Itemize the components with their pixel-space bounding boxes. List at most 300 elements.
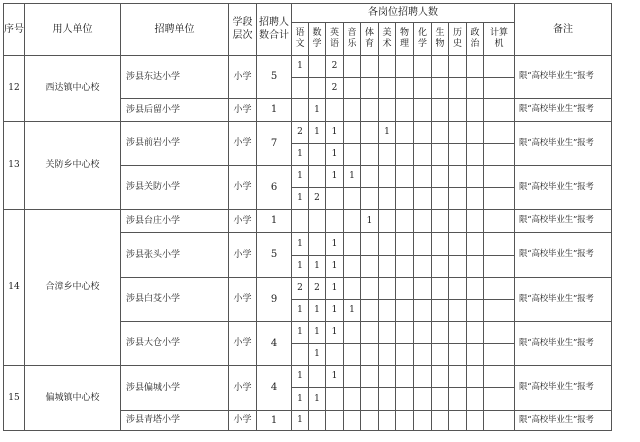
row-count-cell: 1 [326,166,344,188]
row-count-cell [484,322,515,344]
row-count-cell [467,411,484,431]
row-total: 1 [257,411,292,431]
row-count-cell [432,411,449,431]
row-count-cell [484,411,515,431]
row-note: 限“高校毕业生”报考 [515,322,612,366]
row-count-cell [379,78,396,99]
row-count-cell [344,344,361,366]
row-count-cell [414,188,432,210]
row-count-cell: 1 [309,300,326,322]
row-count-cell [484,99,515,122]
row-total: 1 [257,99,292,122]
header-subject-part: 生 [435,27,445,38]
table-row [4,122,612,144]
row-count-cell [361,344,379,366]
row-count-cell [449,322,467,344]
row-count-cell [379,411,396,431]
row-count-cell [326,388,344,411]
row-count-cell [326,99,344,122]
row-count-cell [361,56,379,78]
row-count-cell [396,366,414,388]
header-subject-part: 术 [382,39,392,49]
recruitment-table [3,3,612,431]
row-count-cell [309,210,326,233]
header-total-line2: 数合计 [259,29,289,41]
row-level: 小学 [229,210,257,233]
row-total: 7 [257,122,292,166]
row-count-cell [467,300,484,322]
row-count-cell [414,366,432,388]
row-count-cell [396,166,414,188]
header-subject-part: 化 [417,27,427,38]
row-count-cell [449,144,467,166]
header-total [257,4,292,56]
row-count-cell [432,122,449,144]
row-count-cell [379,388,396,411]
row-school: 涉县关防小学 [121,166,229,210]
header-subject-part: 音 [347,27,357,38]
row-count-cell [344,388,361,411]
row-count-cell [396,210,414,233]
row-note: 限“高校毕业生”报考 [515,366,612,411]
row-count-cell [467,388,484,411]
row-count-cell [326,210,344,233]
row-total: 5 [257,56,292,99]
row-note: 限“高校毕业生”报考 [515,56,612,99]
row-count-cell [379,256,396,278]
row-count-cell [484,344,515,366]
row-count-cell [292,78,309,99]
row-count-cell [309,56,326,78]
row-school: 涉县东达小学 [121,56,229,99]
row-count-cell [467,78,484,99]
row-count-cell [484,300,515,322]
row-count-cell [432,344,449,366]
row-count-cell [467,166,484,188]
row-count-cell [432,300,449,322]
row-count-cell [344,256,361,278]
row-count-cell [432,166,449,188]
row-count-cell [467,99,484,122]
row-count-cell [467,122,484,144]
row-count-cell [449,300,467,322]
row-count-cell [449,78,467,99]
row-count-cell [414,300,432,322]
row-count-cell [414,278,432,300]
row-count-cell [361,256,379,278]
row-count-cell: 1 [326,144,344,166]
row-total: 4 [257,322,292,366]
row-school: 涉县张头小学 [121,233,229,278]
row-count-cell [467,210,484,233]
row-count-cell [379,144,396,166]
row-count-cell [361,366,379,388]
header-positions: 各岗位招聘人数 [292,4,515,23]
row-count-cell: 2 [309,188,326,210]
header-note: 备注 [515,4,612,56]
row-count-cell [379,278,396,300]
header-subject-part: 数 [312,27,322,38]
row-note: 限“高校毕业生”报考 [515,210,612,233]
row-level: 小学 [229,99,257,122]
row-seq: 14 [4,210,25,366]
row-count-cell: 1 [292,411,309,431]
row-count-cell [414,56,432,78]
row-seq: 12 [4,56,25,122]
row-count-cell [344,278,361,300]
row-count-cell [414,210,432,233]
row-count-cell [309,144,326,166]
row-count-cell [449,56,467,78]
row-count-cell [379,300,396,322]
row-count-cell [484,78,515,99]
row-school: 涉县大仓小学 [121,322,229,366]
row-level: 小学 [229,278,257,322]
header-subject [344,23,361,56]
row-count-cell: 1 [309,256,326,278]
row-count-cell [379,366,396,388]
header-subject-part: 历 [452,27,462,38]
row-count-cell [361,144,379,166]
table-row [4,210,612,233]
row-count-cell [361,388,379,411]
row-count-cell: 1 [326,300,344,322]
row-count-cell [414,411,432,431]
row-count-cell [344,322,361,344]
header-subject-part: 育 [364,39,374,49]
row-count-cell [344,210,361,233]
row-count-cell [449,388,467,411]
row-count-cell [484,56,515,78]
row-count-cell: 1 [292,188,309,210]
row-count-cell [467,278,484,300]
row-count-cell [292,99,309,122]
header-total-line1: 招聘人 [259,17,289,28]
row-count-cell [379,210,396,233]
row-count-cell [449,344,467,366]
header-subject-part: 物 [399,27,409,38]
row-school: 涉县台庄小学 [121,210,229,233]
row-note: 限“高校毕业生”报考 [515,411,612,431]
row-count-cell [449,256,467,278]
row-count-cell [292,344,309,366]
row-count-cell [396,99,414,122]
row-count-cell: 2 [292,278,309,300]
row-count-cell: 1 [292,388,309,411]
header-subject [414,23,432,56]
row-count-cell [467,188,484,210]
row-level: 小学 [229,322,257,366]
row-count-cell [326,411,344,431]
row-count-cell: 1 [379,122,396,144]
row-count-cell [361,322,379,344]
row-count-cell: 1 [292,56,309,78]
row-total: 5 [257,233,292,278]
row-count-cell [467,322,484,344]
row-count-cell: 1 [292,166,309,188]
row-note: 限“高校毕业生”报考 [515,233,612,278]
row-count-cell: 1 [326,233,344,256]
header-subject [432,23,449,56]
row-count-cell [432,210,449,233]
row-count-cell [326,188,344,210]
row-count-cell [309,366,326,388]
row-count-cell [344,411,361,431]
row-count-cell [414,144,432,166]
row-count-cell: 1 [344,300,361,322]
header-subject-part: 语 [295,27,305,38]
header-subject-part: 理 [399,39,409,49]
row-unit: 西达镇中心校 [25,56,121,122]
row-count-cell [414,99,432,122]
row-count-cell [396,78,414,99]
row-count-cell [449,188,467,210]
row-count-cell [484,278,515,300]
row-count-cell [432,366,449,388]
row-count-cell: 1 [309,322,326,344]
header-subject-part: 史 [452,39,462,49]
row-count-cell [361,166,379,188]
header-subject-part: 英 [329,27,339,38]
header-subject [449,23,467,56]
row-total: 9 [257,278,292,322]
header-subject [292,23,309,56]
header-subject [484,23,515,56]
row-count-cell [379,99,396,122]
row-total: 1 [257,210,292,233]
row-count-cell [467,144,484,166]
row-count-cell [449,233,467,256]
row-count-cell [379,166,396,188]
row-count-cell [361,99,379,122]
row-school: 涉县偏城小学 [121,366,229,411]
row-count-cell [361,122,379,144]
row-count-cell [361,411,379,431]
row-count-cell: 1 [326,278,344,300]
row-count-cell: 1 [292,144,309,166]
row-count-cell [344,233,361,256]
row-count-cell [309,166,326,188]
header-subject-part: 物 [435,39,445,49]
row-note: 限“高校毕业生”报考 [515,99,612,122]
header-subject-part: 计算 [489,27,508,38]
header-subject [396,23,414,56]
row-level: 小学 [229,56,257,99]
row-count-cell: 1 [326,122,344,144]
row-count-cell: 1 [344,166,361,188]
row-count-cell [484,388,515,411]
row-count-cell [414,78,432,99]
header-subject [361,23,379,56]
row-count-cell [379,56,396,78]
table-row [4,366,612,388]
row-count-cell [414,344,432,366]
row-count-cell [432,256,449,278]
row-count-cell [344,99,361,122]
row-count-cell [344,78,361,99]
row-count-cell: 1 [326,322,344,344]
row-count-cell [396,188,414,210]
row-count-cell [292,210,309,233]
row-count-cell [379,188,396,210]
row-count-cell: 1 [292,233,309,256]
row-school: 涉县白芟小学 [121,278,229,322]
table-row [4,56,612,78]
row-count-cell [432,188,449,210]
row-count-cell [326,344,344,366]
row-count-cell: 1 [292,322,309,344]
row-total: 4 [257,366,292,411]
row-count-cell [432,56,449,78]
header-subject-part: 治 [470,39,480,49]
row-count-cell [396,322,414,344]
header-level-line1: 学段 [232,17,253,28]
header-subject-part: 乐 [347,39,357,49]
row-count-cell [484,122,515,144]
header-level [229,4,257,56]
row-count-cell [396,256,414,278]
row-count-cell [467,233,484,256]
row-school: 涉县后留小学 [121,99,229,122]
row-unit: 关防乡中心校 [25,122,121,210]
row-count-cell: 2 [326,56,344,78]
row-count-cell [414,322,432,344]
row-count-cell: 1 [326,256,344,278]
row-count-cell [484,366,515,388]
row-count-cell [449,278,467,300]
row-unit: 合漳乡中心校 [25,210,121,366]
row-count-cell [432,233,449,256]
row-note: 限“高校毕业生”报考 [515,122,612,166]
row-count-cell [344,144,361,166]
row-count-cell [396,278,414,300]
row-count-cell: 1 [292,366,309,388]
header-subject-part: 机 [494,39,504,49]
row-level: 小学 [229,122,257,166]
row-unit: 偏城镇中心校 [25,366,121,431]
row-count-cell [344,366,361,388]
row-count-cell [414,166,432,188]
row-count-cell [432,144,449,166]
row-count-cell [414,233,432,256]
row-count-cell: 1 [309,388,326,411]
row-count-cell [309,78,326,99]
row-level: 小学 [229,233,257,278]
row-count-cell [396,144,414,166]
row-seq: 13 [4,122,25,210]
header-subject-part: 美 [382,27,392,38]
row-count-cell [432,99,449,122]
header-subject-part: 政 [470,27,480,38]
row-count-cell [449,411,467,431]
header-school: 招聘单位 [121,4,229,56]
row-count-cell [396,122,414,144]
row-level: 小学 [229,366,257,411]
row-count-cell [484,256,515,278]
header-subject-part: 文 [295,39,305,49]
header-subject [467,23,484,56]
row-count-cell [467,56,484,78]
row-count-cell [379,344,396,366]
header-subject-part: 体 [364,27,374,38]
row-count-cell [309,233,326,256]
row-count-cell [396,388,414,411]
row-count-cell [414,388,432,411]
row-note: 限“高校毕业生”报考 [515,278,612,322]
row-count-cell [484,166,515,188]
header-subject [379,23,396,56]
row-count-cell [379,233,396,256]
row-count-cell [484,144,515,166]
header-level-line2: 层次 [232,29,253,41]
header-subject [326,23,344,56]
row-count-cell [396,344,414,366]
row-count-cell [396,233,414,256]
row-count-cell [379,322,396,344]
row-count-cell [344,56,361,78]
row-count-cell [309,411,326,431]
header-subject-part: 语 [329,39,339,49]
row-count-cell: 1 [309,99,326,122]
row-level: 小学 [229,411,257,431]
row-count-cell [344,122,361,144]
row-count-cell: 1 [292,300,309,322]
row-count-cell: 1 [309,122,326,144]
row-count-cell [449,210,467,233]
row-count-cell [396,411,414,431]
row-count-cell [467,344,484,366]
row-count-cell [449,166,467,188]
row-total: 6 [257,166,292,210]
header-unit: 用人单位 [25,4,121,56]
header-subject-part: 学 [312,39,322,49]
row-count-cell: 2 [326,78,344,99]
row-count-cell [414,122,432,144]
row-count-cell: 1 [361,210,379,233]
header-subject [309,23,326,56]
row-count-cell [361,188,379,210]
row-count-cell [467,256,484,278]
row-count-cell [361,300,379,322]
row-count-cell [344,188,361,210]
header-seq: 序号 [4,4,25,56]
row-count-cell [361,78,379,99]
row-count-cell [432,78,449,99]
row-count-cell: 2 [309,278,326,300]
row-count-cell [467,366,484,388]
row-count-cell [361,233,379,256]
row-count-cell [449,122,467,144]
row-count-cell [484,188,515,210]
row-count-cell [432,278,449,300]
row-count-cell [396,56,414,78]
row-count-cell [432,388,449,411]
row-count-cell [414,256,432,278]
row-count-cell [484,233,515,256]
row-count-cell: 1 [326,366,344,388]
row-count-cell: 1 [292,256,309,278]
row-school: 涉县前岩小学 [121,122,229,166]
row-count-cell [484,210,515,233]
row-count-cell [449,366,467,388]
row-count-cell [361,278,379,300]
row-note: 限“高校毕业生”报考 [515,166,612,210]
row-school: 涉县青塔小学 [121,411,229,431]
row-count-cell [449,99,467,122]
row-count-cell [396,300,414,322]
row-count-cell [432,322,449,344]
row-level: 小学 [229,166,257,210]
